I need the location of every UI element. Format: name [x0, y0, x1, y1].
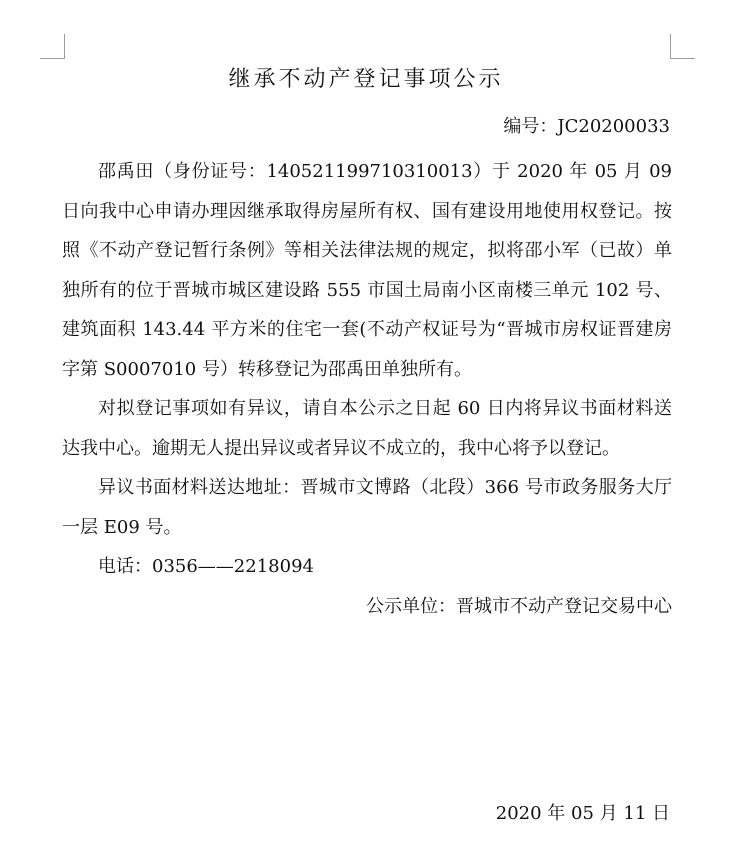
paragraph-objection: 对拟登记事项如有异议，请自本公示之日起 60 日内将异议书面材料送达我中心。逾期无人提出异议或者异议不成立的，我中心将予以登记。 [62, 398, 672, 459]
document-date: 2020 年 05 月 11 日 [495, 803, 670, 824]
paragraph-phone: 电话：0356——2218094 [98, 556, 314, 577]
issuer-line: 公示单位：晋城市不动产登记交易中心 [366, 595, 672, 617]
paragraph-applicant: 邵禹田（身份证号：140521199710310013）于 2020 年 05 月 09 日向我中心申请办理因继承取得房屋所有权、国有建设用地使用权登记。按照《不动产登记暂行条例》等相关法律法规的规定，拟将邵小军（已故）单独所有的位于晋城市城区建设路 555 市国土局南小区南楼三单元 102 号、建筑面积 143.44 平方米的住宅一套(不动产权证号为“晋城市房权证晋建房字第 S0007010 号）转移登记为邵禹田单独所有。 [62, 161, 672, 380]
document-title: 继承不动产登记事项公示 [228, 67, 504, 92]
document-number: 编号：JC20200033 [503, 116, 670, 137]
paragraph-address: 异议书面材料送达地址：晋城市文博路（北段）366 号市政务服务大厅一层 E09 号。 [62, 477, 672, 538]
top-left-crop-mark [40, 34, 65, 59]
document-body [62, 152, 672, 626]
top-right-crop-mark [670, 34, 695, 59]
